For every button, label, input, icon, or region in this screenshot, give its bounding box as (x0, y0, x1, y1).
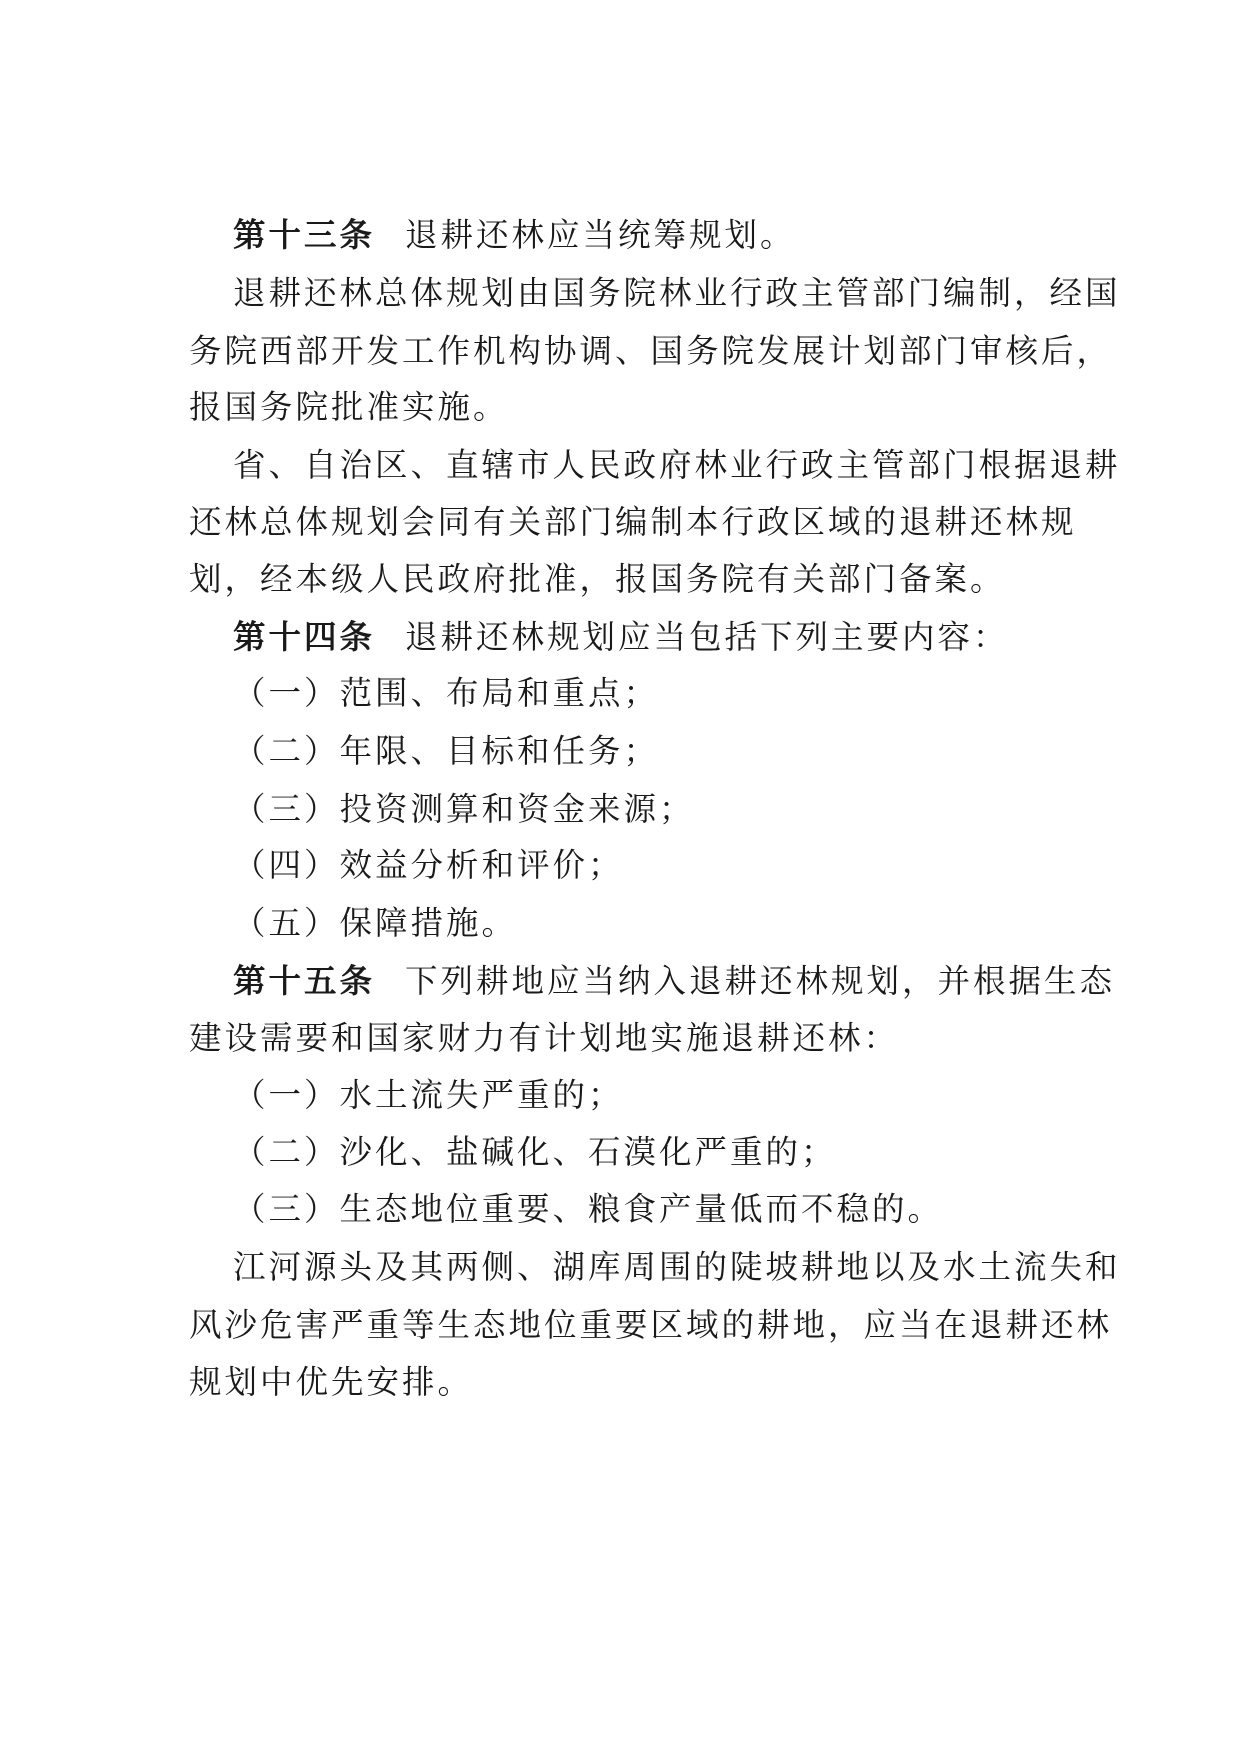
article-15-title-line (233, 961, 1115, 1001)
paragraph-text: 务院西部开发工作机构协调、国务院发展计划部门审核后， (189, 332, 1113, 370)
article-13-p2-line2 (189, 502, 1077, 542)
article-14-title-line (233, 617, 1009, 657)
paragraph-text: 规划中优先安排。 (189, 1363, 474, 1401)
paragraph-text: 江河源头及其两侧、湖库周围的陡坡耕地以及水土流失和 (233, 1248, 1121, 1286)
list-item (233, 1189, 943, 1229)
paragraph-text: 报国务院批准实施。 (189, 388, 509, 426)
paragraph-text: 划，经本级人民政府批准，报国务院有关部门备案。 (189, 560, 1006, 598)
article-13-title: 退耕还林应当统筹规划。 (405, 216, 796, 254)
list-item-text: （二）年限、目标和任务； (233, 732, 660, 770)
article-15-title: 下列耕地应当纳入退耕还林规划，并根据生态 (405, 962, 1116, 1000)
article-13-heading: 第十三条 (233, 216, 376, 254)
article-15-heading: 第十五条 (233, 962, 376, 1000)
paragraph-text: 还林总体规划会同有关部门编制本行政区域的退耕还林规 (189, 503, 1077, 541)
article-13-p2-line1 (233, 445, 1121, 485)
list-item-text: （一）水土流失严重的； (233, 1076, 624, 1114)
article-13-p1-line1 (233, 273, 1121, 313)
list-item (233, 1132, 837, 1172)
list-item-text: （三）生态地位重要、粮食产量低而不稳的。 (233, 1190, 944, 1228)
paragraph-text: 风沙危害严重等生态地位重要区域的耕地，应当在退耕还林 (189, 1306, 1113, 1344)
paragraph-text: 退耕还林总体规划由国务院林业行政主管部门编制，经国 (233, 274, 1121, 312)
article-15-p-line1 (233, 1247, 1121, 1287)
list-item-text: （二）沙化、盐碱化、石漠化严重的； (233, 1133, 837, 1171)
article-15-title-line2 (189, 1018, 899, 1058)
paragraph-text: 建设需要和国家财力有计划地实施退耕还林： (189, 1019, 900, 1057)
article-13-title-line (233, 215, 796, 255)
list-item (233, 1075, 624, 1115)
paragraph-text: 省、自治区、直辖市人民政府林业行政主管部门根据退耕 (233, 446, 1121, 484)
article-13-p1-line3 (189, 387, 509, 427)
list-item (233, 845, 624, 885)
article-13-p1-line2 (189, 331, 1113, 371)
article-14-heading: 第十四条 (233, 618, 376, 656)
article-14-title: 退耕还林规划应当包括下列主要内容： (405, 618, 1009, 656)
list-item (233, 673, 659, 713)
list-item-text: （一）范围、布局和重点； (233, 674, 660, 712)
article-15-p-line2 (189, 1305, 1113, 1345)
list-item-text: （三）投资测算和资金来源； (233, 790, 695, 828)
list-item-text: （四）效益分析和评价； (233, 846, 624, 884)
list-item (233, 789, 695, 829)
article-15-p-line3 (189, 1362, 473, 1402)
list-item-text: （五）保障措施。 (233, 904, 518, 942)
article-13-p2-line3 (189, 559, 1006, 599)
list-item (233, 903, 517, 943)
list-item (233, 731, 659, 771)
